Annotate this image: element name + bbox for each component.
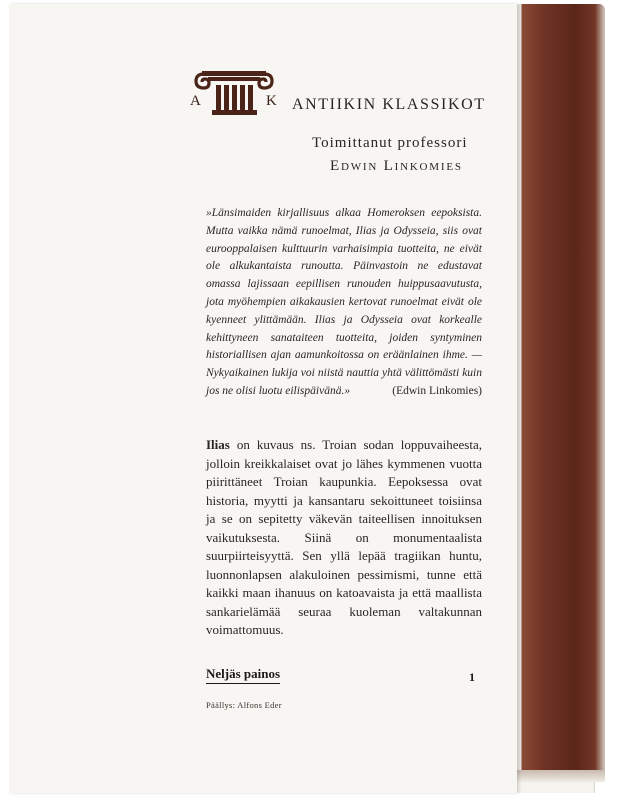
- description-lead: Ilias: [206, 437, 230, 452]
- logo-letter-a: A: [190, 93, 201, 109]
- edition-label: Neljäs painos: [206, 666, 280, 684]
- volume-number: 1: [469, 670, 475, 684]
- quote-text: »Länsimaiden kirjallisuus alkaa Homeroksen eepoksista. Mutta vaikka nämä runoelmat, Ilias ja Odysseia, siis ovat eurooppalaisen kulttuurin varhaisimpia tuotteita, ne eivät ole alkukantaista runoutta. Päinvastoin ne edustavat omassa lajissaan eepillisen runouden huippusaavutusta, jota myöhempien aikakausien kertovat runoelmat eivät ole kyenneet ylittämään. Ilias ja Odysseia ovat korkealle kehittyneen sanataiteen tuotteita, joiden syntyminen historiallisen ajan aamunkoitossa on eräänlainen ihme. — Nykyaikainen lukija voi niistä nauttia yhtä välittömästi kuin jos ne olisi luotu eilispäivänä.»: [206, 207, 482, 397]
- publisher-logo: [190, 66, 278, 118]
- description-text: on kuvaus ns. Troian sodan loppuvaiheesta, jolloin kreikkalaiset ovat jo lähes kymmenen vuotta piirittäneet Troian kaupunkia. Eepoksessa ovat historia, myytti ja kansantaru sekoittuneet toisiinsa ja se on sepitetty väkevän taiteellisen innoituksen vaikutuksesta. Siinä on monumentaalista suurpiirteisyyttä. Sen yllä lepää tragiikan huntu, luonnonlapsen alakuloinen pessimismi, tunne että kaikki maan ihanuus on katoavaista ja että maallista sankarielämää seuraa kuoleman valtakunnan voimattomuus.: [206, 437, 482, 637]
- editor-line: Toimittanut professori: [312, 135, 468, 151]
- quote-attribution: (Edwin Linkomies): [392, 384, 482, 397]
- cover-credit: Päällys: Alfons Eder: [206, 700, 282, 710]
- spine-bottom-edge: [515, 770, 605, 782]
- book-spine: [515, 4, 605, 776]
- book-description: [206, 436, 482, 640]
- series-title: ANTIIKIN KLASSIKOT: [292, 96, 486, 113]
- logo-letter-k: K: [266, 93, 277, 109]
- blurb-quote: [206, 205, 482, 401]
- editor-name: Edwin Linkomies: [330, 158, 463, 174]
- ionic-column-icon: [190, 66, 278, 118]
